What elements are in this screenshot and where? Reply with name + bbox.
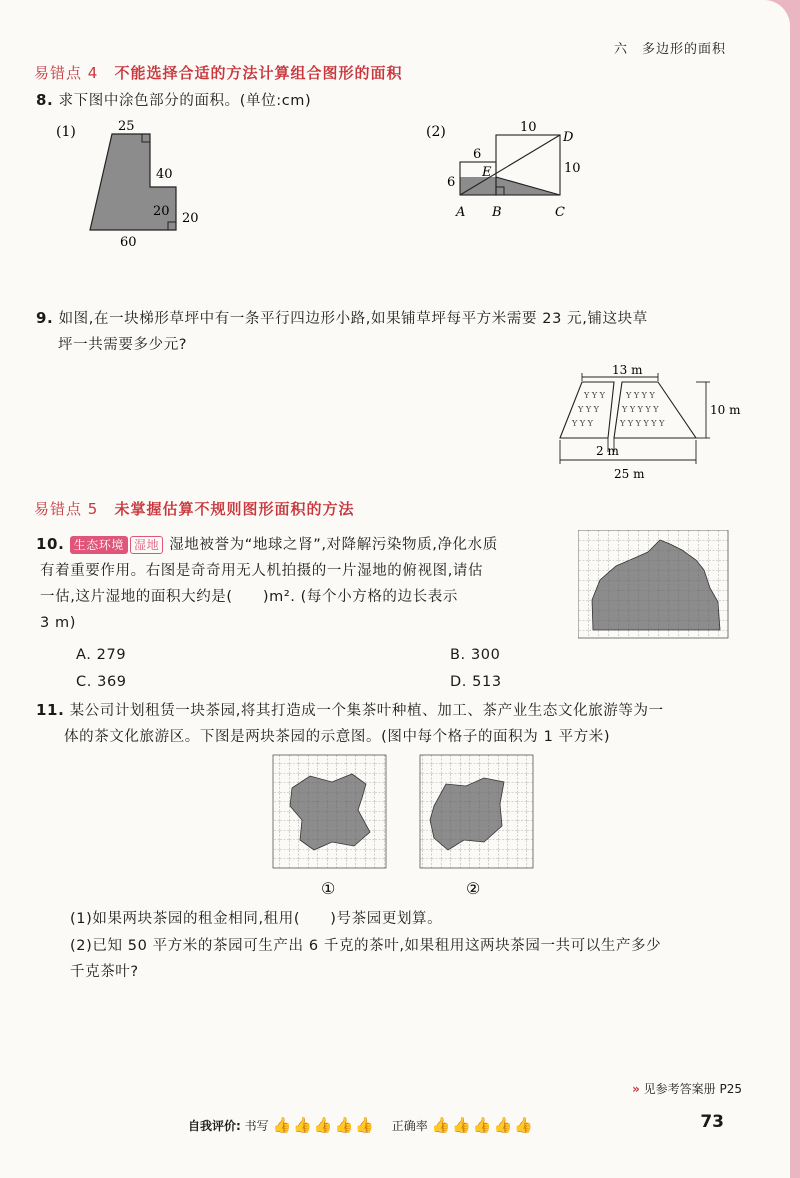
question-10 [36, 531, 576, 636]
option-b[interactable]: B. 300 [450, 647, 501, 663]
question-9-line2: 坪一共需要多少元? [58, 337, 188, 353]
question-8-number: 8. [36, 91, 54, 109]
q8-fig1-bottom: 60 [120, 235, 137, 250]
q8-fig2-right: 10 [564, 161, 581, 176]
option-a[interactable]: A. 279 [76, 647, 127, 663]
writing-label: 书写 [244, 1119, 269, 1133]
q8-fig1-side: 20 [182, 211, 199, 226]
q8-fig2-small-top: 6 [473, 147, 482, 162]
chapter-header: 六 多边形的面积 [613, 42, 726, 57]
q8-fig1-inner: 20 [153, 204, 170, 219]
question-9 [36, 305, 766, 358]
question-10-line2: 有着重要作用。右图是奇奇用无人机拍摄的一片湿地的俯视图,请估 [40, 563, 484, 579]
q8-fig2-top: 10 [520, 120, 537, 135]
accuracy-label: 正确率 [391, 1119, 428, 1133]
question-10-line3: 一估,这片湿地的面积大约是( )m². (每个小方格的边长表示 [40, 589, 458, 605]
question-9-number: 9. [36, 309, 54, 327]
question-8-text: 求下图中涂色部分的面积。(单位:cm) [58, 93, 312, 109]
q8-fig2-label: (2) [426, 124, 446, 140]
section-4-number: 易错点 4 [34, 64, 99, 82]
writing-thumbs-icon[interactable]: 👍👍👍👍👍 [272, 1116, 376, 1134]
answer-reference-text: 见参考答案册 P25 [643, 1082, 742, 1096]
question-9-line1: 如图,在一块梯形草坪中有一条平行四边形小路,如果铺草坪每平方米需要 23 元,铺这块草 [58, 311, 648, 327]
q8-fig1-label: (1) [56, 124, 76, 140]
question-11-sub2-line1: (2)已知 50 平方米的茶园可生产出 6 千克的茶叶,如果租用这两块茶园一共可以生产多少 [70, 938, 662, 954]
q8-fig2-left: 6 [447, 175, 456, 190]
section-4-text: 不能选择合适的方法计算组合图形的面积 [114, 64, 403, 82]
question-10-number: 10. [36, 535, 65, 553]
question-11-number: 11. [36, 701, 65, 719]
self-evaluation [188, 1116, 535, 1134]
question-11-line2: 体的茶文化旅游区。下图是两块茶园的示意图。(图中每个格子的面积为 1 平方米) [64, 729, 611, 745]
question-11 [36, 697, 776, 750]
section-4-title [34, 62, 403, 83]
q8-figure-1 [50, 112, 230, 252]
question-11-sub2 [70, 933, 770, 985]
q8-fig2-point-c: C [555, 205, 565, 220]
question-11-sub2-line2: 千克茶叶? [70, 964, 139, 980]
q9-fig-bottom: 25 m [614, 467, 645, 481]
q8-fig2-point-e: E [482, 165, 492, 180]
q9-figure-trapezoid [550, 362, 750, 484]
svg-text:Y Y Y: Y Y Y [578, 405, 599, 414]
question-8 [36, 87, 311, 114]
question-10-line1: 湿地被誉为“地球之肾”,对降解污染物质,净化水质 [169, 537, 498, 553]
svg-text:Y Y Y Y: Y Y Y Y [626, 391, 655, 400]
answer-reference [632, 1080, 742, 1097]
section-5-title [34, 498, 355, 519]
tag-wetland: 湿地 [130, 536, 163, 554]
question-10-line4: 3 m) [40, 615, 77, 631]
q10-wetland-grid [578, 530, 730, 640]
section-5-number: 易错点 5 [34, 500, 99, 518]
q9-fig-top: 13 m [612, 363, 643, 377]
garden-1-label: ① [321, 879, 336, 898]
q9-fig-path: 2 m [596, 444, 619, 458]
garden-2-label: ② [466, 879, 481, 898]
tag-ecology: 生态环境 [70, 536, 128, 554]
section-5-text: 未掌握估算不规则图形面积的方法 [114, 500, 355, 518]
accuracy-thumbs-icon[interactable]: 👍👍👍👍👍 [431, 1116, 535, 1134]
q8-fig2-point-d: D [563, 130, 574, 145]
page-number: 73 [700, 1112, 724, 1132]
option-d[interactable]: D. 513 [450, 674, 502, 690]
svg-text:Y Y Y Y Y Y: Y Y Y Y Y Y [620, 419, 665, 428]
svg-text:Y Y Y: Y Y Y [572, 419, 593, 428]
q8-fig1-top: 25 [118, 119, 135, 134]
option-c[interactable]: C. 369 [76, 674, 127, 690]
question-11-sub1: (1)如果两块茶园的租金相同,租用( )号茶园更划算。 [70, 911, 443, 927]
self-eval-label: 自我评价: [188, 1119, 241, 1133]
q9-fig-height: 10 m [710, 403, 741, 417]
q8-fig2-point-b: B [492, 205, 502, 220]
svg-text:Y Y Y Y Y: Y Y Y Y Y [622, 405, 659, 414]
q8-fig1-right: 40 [156, 167, 173, 182]
chevron-right-icon: » [632, 1082, 640, 1096]
q8-figure-2 [420, 112, 600, 232]
q8-fig2-point-a: A [456, 205, 466, 220]
question-11-line1: 某公司计划租赁一块茶园,将其打造成一个集茶叶种植、加工、茶产业生态文化旅游等为一 [69, 703, 664, 719]
q11-tea-garden-grids [270, 754, 540, 902]
svg-text:Y Y Y: Y Y Y [584, 391, 605, 400]
